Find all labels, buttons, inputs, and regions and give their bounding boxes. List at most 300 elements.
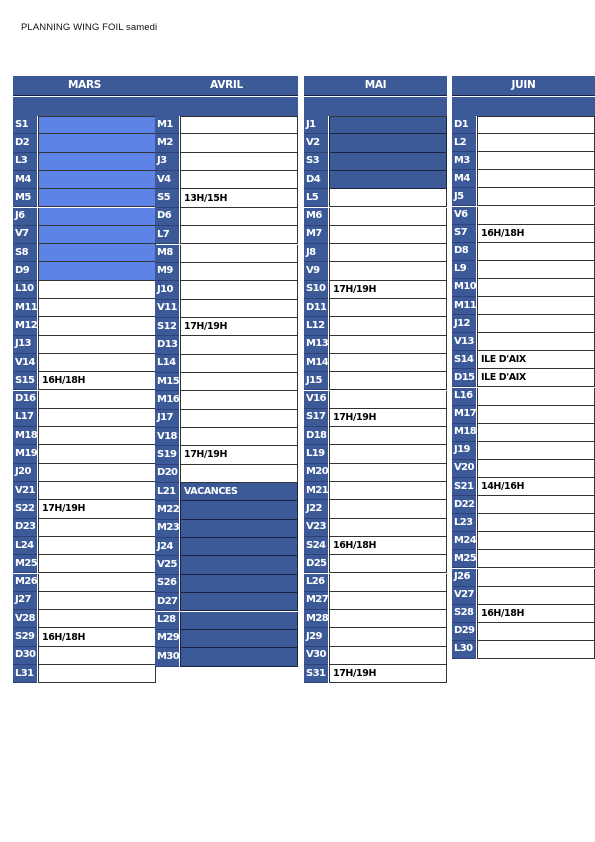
day-label: J10 bbox=[155, 281, 179, 299]
day-label: L17 bbox=[13, 409, 37, 427]
day-slot[interactable] bbox=[477, 152, 595, 170]
day-slot[interactable] bbox=[180, 410, 298, 428]
day-label: M23 bbox=[155, 520, 179, 538]
day-slot[interactable] bbox=[180, 630, 298, 648]
day-slot[interactable] bbox=[38, 665, 156, 683]
day-row bbox=[452, 641, 595, 659]
day-slot[interactable] bbox=[477, 442, 595, 460]
day-label: V20 bbox=[452, 460, 476, 478]
day-row bbox=[155, 116, 298, 134]
day-row bbox=[304, 244, 447, 262]
day-label: M11 bbox=[452, 297, 476, 315]
day-row bbox=[155, 575, 298, 593]
day-slot[interactable] bbox=[38, 519, 156, 537]
day-slot[interactable]: 17H/19H bbox=[180, 446, 298, 464]
day-row bbox=[155, 465, 298, 483]
day-row bbox=[452, 243, 595, 261]
day-row bbox=[304, 299, 447, 317]
day-slot[interactable] bbox=[477, 532, 595, 550]
day-slot[interactable] bbox=[38, 445, 156, 463]
day-label: M15 bbox=[155, 373, 179, 391]
day-slot[interactable] bbox=[329, 244, 447, 262]
day-row bbox=[452, 587, 595, 605]
day-label: L30 bbox=[452, 641, 476, 659]
day-slot[interactable] bbox=[329, 519, 447, 537]
day-row bbox=[304, 665, 447, 683]
day-slot[interactable] bbox=[329, 427, 447, 445]
day-row bbox=[155, 373, 298, 391]
day-slot[interactable] bbox=[38, 134, 156, 152]
day-slot[interactable] bbox=[329, 134, 447, 152]
day-slot[interactable] bbox=[38, 427, 156, 445]
day-label: S5 bbox=[155, 189, 179, 207]
day-label: D8 bbox=[452, 243, 476, 261]
day-slot[interactable] bbox=[180, 281, 298, 299]
day-slot[interactable] bbox=[329, 354, 447, 372]
day-label: J1 bbox=[304, 116, 328, 134]
day-slot[interactable]: 17H/19H bbox=[329, 281, 447, 299]
day-slot[interactable] bbox=[329, 464, 447, 482]
day-label: M18 bbox=[452, 424, 476, 442]
day-slot[interactable] bbox=[329, 171, 447, 189]
day-row bbox=[304, 354, 447, 372]
day-slot[interactable] bbox=[180, 373, 298, 391]
day-label: D13 bbox=[155, 336, 179, 354]
day-slot[interactable] bbox=[38, 391, 156, 409]
day-slot[interactable]: 16H/18H bbox=[477, 605, 595, 623]
day-label: M11 bbox=[13, 299, 37, 317]
day-label: D22 bbox=[452, 496, 476, 514]
day-row bbox=[304, 610, 447, 628]
day-slot[interactable] bbox=[329, 610, 447, 628]
day-row bbox=[452, 514, 595, 532]
day-label: V27 bbox=[452, 587, 476, 605]
day-slot[interactable] bbox=[329, 299, 447, 317]
day-row bbox=[155, 318, 298, 336]
day-label: L9 bbox=[452, 261, 476, 279]
day-label: V25 bbox=[155, 556, 179, 574]
day-row bbox=[13, 409, 156, 427]
day-slot[interactable]: 16H/18H bbox=[477, 225, 595, 243]
day-slot[interactable] bbox=[180, 612, 298, 630]
day-label: D25 bbox=[304, 555, 328, 573]
day-label: J8 bbox=[304, 244, 328, 262]
day-slot[interactable] bbox=[38, 281, 156, 299]
month-name: MAI bbox=[364, 79, 387, 91]
day-row bbox=[13, 116, 156, 134]
day-row bbox=[304, 628, 447, 646]
day-row bbox=[452, 460, 595, 478]
day-row bbox=[452, 442, 595, 460]
day-slot[interactable] bbox=[38, 171, 156, 189]
day-label: M5 bbox=[13, 189, 37, 207]
day-row bbox=[452, 152, 595, 170]
day-row bbox=[452, 188, 595, 206]
day-row bbox=[155, 391, 298, 409]
day-label: L28 bbox=[155, 612, 179, 630]
day-label: M27 bbox=[304, 592, 328, 610]
day-slot[interactable] bbox=[180, 208, 298, 226]
day-slot[interactable]: 13H/15H bbox=[180, 189, 298, 207]
day-label: V4 bbox=[155, 171, 179, 189]
day-slot[interactable]: 16H/18H bbox=[329, 537, 447, 555]
day-row bbox=[304, 409, 447, 427]
day-row bbox=[13, 208, 156, 226]
day-row bbox=[304, 372, 447, 390]
day-slot[interactable] bbox=[329, 482, 447, 500]
day-label: J20 bbox=[13, 464, 37, 482]
day-label: D2 bbox=[13, 134, 37, 152]
day-slot[interactable] bbox=[38, 208, 156, 226]
day-label: S7 bbox=[452, 225, 476, 243]
day-row bbox=[304, 464, 447, 482]
day-label: M30 bbox=[155, 648, 179, 666]
day-row bbox=[155, 410, 298, 428]
day-slot[interactable] bbox=[329, 153, 447, 171]
month-header bbox=[155, 76, 298, 96]
day-slot[interactable] bbox=[38, 592, 156, 610]
day-label: V23 bbox=[304, 519, 328, 537]
day-row bbox=[452, 532, 595, 550]
day-row bbox=[155, 134, 298, 152]
day-label: V30 bbox=[304, 647, 328, 665]
day-slot[interactable] bbox=[180, 593, 298, 611]
day-row bbox=[452, 478, 595, 496]
day-slot[interactable] bbox=[38, 226, 156, 244]
header-divider bbox=[13, 95, 156, 96]
day-row bbox=[13, 317, 156, 335]
day-label: M9 bbox=[155, 263, 179, 281]
day-row bbox=[13, 482, 156, 500]
day-slot[interactable] bbox=[38, 189, 156, 207]
day-row bbox=[452, 623, 595, 641]
day-slot[interactable] bbox=[477, 406, 595, 424]
day-label: L14 bbox=[155, 355, 179, 373]
day-row bbox=[155, 446, 298, 464]
day-label: D29 bbox=[452, 623, 476, 641]
day-row bbox=[304, 592, 447, 610]
day-slot[interactable] bbox=[38, 153, 156, 171]
day-row bbox=[13, 665, 156, 683]
day-row bbox=[155, 208, 298, 226]
day-slot[interactable] bbox=[329, 189, 447, 207]
day-slot[interactable] bbox=[38, 537, 156, 555]
day-slot[interactable] bbox=[477, 587, 595, 605]
day-label: S8 bbox=[13, 244, 37, 262]
day-slot[interactable] bbox=[329, 372, 447, 390]
day-label: V6 bbox=[452, 207, 476, 225]
day-slot[interactable] bbox=[329, 574, 447, 592]
day-slot[interactable] bbox=[329, 226, 447, 244]
day-slot[interactable] bbox=[477, 641, 595, 659]
day-slot[interactable] bbox=[477, 550, 595, 568]
day-row bbox=[452, 388, 595, 406]
day-label: S14 bbox=[452, 351, 476, 369]
day-label: M28 bbox=[304, 610, 328, 628]
day-slot[interactable] bbox=[477, 623, 595, 641]
day-slot[interactable] bbox=[38, 116, 156, 134]
day-label: D20 bbox=[155, 465, 179, 483]
day-row bbox=[13, 574, 156, 592]
day-label: S15 bbox=[13, 372, 37, 390]
day-row bbox=[13, 628, 156, 646]
day-label: S17 bbox=[304, 409, 328, 427]
day-slot[interactable] bbox=[329, 592, 447, 610]
day-slot[interactable] bbox=[477, 388, 595, 406]
day-row bbox=[452, 297, 595, 315]
month-subheader-band bbox=[452, 97, 595, 116]
day-row bbox=[155, 226, 298, 244]
day-slot[interactable] bbox=[180, 648, 298, 666]
day-row bbox=[13, 647, 156, 665]
day-slot[interactable] bbox=[477, 297, 595, 315]
day-label: L26 bbox=[304, 574, 328, 592]
day-label: J5 bbox=[452, 188, 476, 206]
day-slot[interactable] bbox=[180, 263, 298, 281]
day-row bbox=[155, 538, 298, 556]
day-row bbox=[13, 262, 156, 280]
day-row bbox=[452, 225, 595, 243]
day-row bbox=[452, 569, 595, 587]
day-slot[interactable] bbox=[38, 555, 156, 573]
day-label: V11 bbox=[155, 300, 179, 318]
day-slot[interactable] bbox=[180, 116, 298, 134]
day-label: S1 bbox=[13, 116, 37, 134]
day-slot[interactable] bbox=[38, 354, 156, 372]
day-row bbox=[452, 116, 595, 134]
day-slot[interactable] bbox=[477, 424, 595, 442]
day-row bbox=[13, 445, 156, 463]
day-slot[interactable]: 16H/18H bbox=[38, 628, 156, 646]
month-name: JUIN bbox=[511, 79, 536, 91]
day-slot[interactable] bbox=[38, 647, 156, 665]
day-row bbox=[304, 427, 447, 445]
day-slot[interactable] bbox=[180, 153, 298, 171]
day-row bbox=[13, 537, 156, 555]
day-row bbox=[155, 556, 298, 574]
day-slot[interactable] bbox=[477, 333, 595, 351]
day-label: S3 bbox=[304, 153, 328, 171]
day-slot[interactable]: 16H/18H bbox=[38, 372, 156, 390]
day-slot[interactable] bbox=[180, 501, 298, 519]
day-label: M2 bbox=[155, 134, 179, 152]
day-slot[interactable] bbox=[477, 116, 595, 134]
day-slot[interactable] bbox=[329, 500, 447, 518]
day-slot[interactable]: 17H/19H bbox=[38, 500, 156, 518]
day-slot[interactable]: 14H/16H bbox=[477, 478, 595, 496]
day-slot[interactable] bbox=[329, 628, 447, 646]
day-slot[interactable]: ILE D'AIX bbox=[477, 351, 595, 369]
month-name: MARS bbox=[67, 79, 102, 91]
header-divider bbox=[155, 95, 298, 96]
day-row bbox=[452, 550, 595, 568]
day-row bbox=[155, 355, 298, 373]
day-label: J15 bbox=[304, 372, 328, 390]
day-label: V9 bbox=[304, 262, 328, 280]
day-label: L10 bbox=[13, 281, 37, 299]
day-row bbox=[13, 500, 156, 518]
day-label: M14 bbox=[304, 354, 328, 372]
day-slot[interactable] bbox=[38, 574, 156, 592]
day-label: S19 bbox=[155, 446, 179, 464]
day-row bbox=[304, 153, 447, 171]
day-slot[interactable] bbox=[329, 317, 447, 335]
day-row bbox=[452, 207, 595, 225]
day-row bbox=[13, 336, 156, 354]
month-subheader-band bbox=[155, 97, 298, 116]
day-row bbox=[155, 630, 298, 648]
day-slot[interactable] bbox=[477, 514, 595, 532]
day-row bbox=[304, 519, 447, 537]
day-label: V28 bbox=[13, 610, 37, 628]
day-slot[interactable] bbox=[180, 520, 298, 538]
day-slot[interactable] bbox=[180, 556, 298, 574]
day-slot[interactable] bbox=[38, 299, 156, 317]
day-label: D6 bbox=[155, 208, 179, 226]
day-row bbox=[452, 333, 595, 351]
day-slot[interactable] bbox=[329, 555, 447, 573]
day-slot[interactable] bbox=[329, 336, 447, 354]
day-slot[interactable] bbox=[477, 207, 595, 225]
day-label: L12 bbox=[304, 317, 328, 335]
day-row bbox=[13, 372, 156, 390]
header-divider bbox=[304, 95, 447, 96]
day-slot[interactable] bbox=[477, 134, 595, 152]
day-slot[interactable] bbox=[477, 279, 595, 297]
day-slot[interactable] bbox=[38, 317, 156, 335]
day-slot[interactable] bbox=[329, 647, 447, 665]
day-slot[interactable] bbox=[180, 355, 298, 373]
day-row bbox=[155, 300, 298, 318]
day-slot[interactable] bbox=[38, 336, 156, 354]
day-row bbox=[304, 208, 447, 226]
day-slot[interactable]: 17H/19H bbox=[329, 409, 447, 427]
day-row bbox=[452, 315, 595, 333]
day-row bbox=[155, 501, 298, 519]
day-slot[interactable] bbox=[477, 496, 595, 514]
day-row bbox=[452, 261, 595, 279]
day-slot[interactable] bbox=[477, 315, 595, 333]
day-slot[interactable] bbox=[180, 336, 298, 354]
day-row bbox=[13, 592, 156, 610]
month-column-mars bbox=[13, 76, 156, 776]
day-slot[interactable]: ILE D'AIX bbox=[477, 369, 595, 387]
day-label: J6 bbox=[13, 208, 37, 226]
day-label: M4 bbox=[13, 171, 37, 189]
day-label: M7 bbox=[304, 226, 328, 244]
month-column-mai bbox=[304, 76, 447, 776]
day-slot[interactable] bbox=[477, 261, 595, 279]
day-slot[interactable] bbox=[38, 464, 156, 482]
day-label: V14 bbox=[13, 354, 37, 372]
day-slot[interactable] bbox=[180, 245, 298, 263]
day-label: M17 bbox=[452, 406, 476, 424]
day-row bbox=[452, 496, 595, 514]
day-label: S22 bbox=[13, 500, 37, 518]
day-label: J27 bbox=[13, 592, 37, 610]
day-row bbox=[304, 281, 447, 299]
day-row bbox=[304, 171, 447, 189]
day-label: D15 bbox=[452, 369, 476, 387]
day-label: S10 bbox=[304, 281, 328, 299]
day-slot[interactable] bbox=[180, 391, 298, 409]
day-row bbox=[452, 134, 595, 152]
month-header bbox=[452, 76, 595, 96]
day-slot[interactable] bbox=[329, 262, 447, 280]
day-label: M13 bbox=[304, 336, 328, 354]
day-label: D9 bbox=[13, 262, 37, 280]
day-slot[interactable] bbox=[180, 538, 298, 556]
day-slot[interactable] bbox=[477, 569, 595, 587]
day-label: M19 bbox=[13, 445, 37, 463]
day-row bbox=[13, 299, 156, 317]
day-label: V16 bbox=[304, 391, 328, 409]
day-label: D18 bbox=[304, 427, 328, 445]
day-row bbox=[304, 555, 447, 573]
day-label: S24 bbox=[304, 537, 328, 555]
day-slot[interactable]: 17H/19H bbox=[180, 318, 298, 336]
day-label: S29 bbox=[13, 628, 37, 646]
day-slot[interactable] bbox=[477, 460, 595, 478]
day-slot[interactable] bbox=[180, 428, 298, 446]
day-slot[interactable] bbox=[180, 575, 298, 593]
day-row bbox=[304, 537, 447, 555]
day-row bbox=[452, 605, 595, 623]
day-slot[interactable] bbox=[329, 445, 447, 463]
day-slot[interactable] bbox=[329, 391, 447, 409]
day-slot[interactable] bbox=[329, 208, 447, 226]
day-row bbox=[13, 354, 156, 372]
day-slot[interactable] bbox=[180, 300, 298, 318]
day-slot[interactable] bbox=[477, 170, 595, 188]
day-row bbox=[304, 574, 447, 592]
day-row bbox=[13, 226, 156, 244]
day-slot[interactable] bbox=[329, 116, 447, 134]
day-row bbox=[304, 317, 447, 335]
month-header bbox=[304, 76, 447, 96]
day-slot[interactable] bbox=[38, 244, 156, 262]
day-slot[interactable] bbox=[38, 610, 156, 628]
day-label: M25 bbox=[13, 555, 37, 573]
day-label: D27 bbox=[155, 593, 179, 611]
day-label: V13 bbox=[452, 333, 476, 351]
day-label: J24 bbox=[155, 538, 179, 556]
day-label: M20 bbox=[304, 464, 328, 482]
day-slot[interactable] bbox=[38, 262, 156, 280]
day-label: M1 bbox=[155, 116, 179, 134]
day-label: J13 bbox=[13, 336, 37, 354]
day-row bbox=[13, 610, 156, 628]
day-label: D1 bbox=[452, 116, 476, 134]
day-label: D16 bbox=[13, 391, 37, 409]
day-label: J3 bbox=[155, 153, 179, 171]
day-slot[interactable] bbox=[180, 171, 298, 189]
day-row bbox=[155, 648, 298, 666]
day-slot[interactable] bbox=[180, 226, 298, 244]
day-label: J17 bbox=[155, 410, 179, 428]
day-slot[interactable] bbox=[180, 134, 298, 152]
day-slot[interactable] bbox=[477, 243, 595, 261]
day-slot[interactable] bbox=[38, 482, 156, 500]
day-row bbox=[452, 369, 595, 387]
day-slot[interactable] bbox=[477, 188, 595, 206]
day-slot[interactable] bbox=[180, 465, 298, 483]
day-row bbox=[304, 134, 447, 152]
day-slot[interactable]: 17H/19H bbox=[329, 665, 447, 683]
day-label: S12 bbox=[155, 318, 179, 336]
day-slot[interactable] bbox=[38, 409, 156, 427]
day-slot[interactable]: VACANCES bbox=[180, 483, 298, 501]
